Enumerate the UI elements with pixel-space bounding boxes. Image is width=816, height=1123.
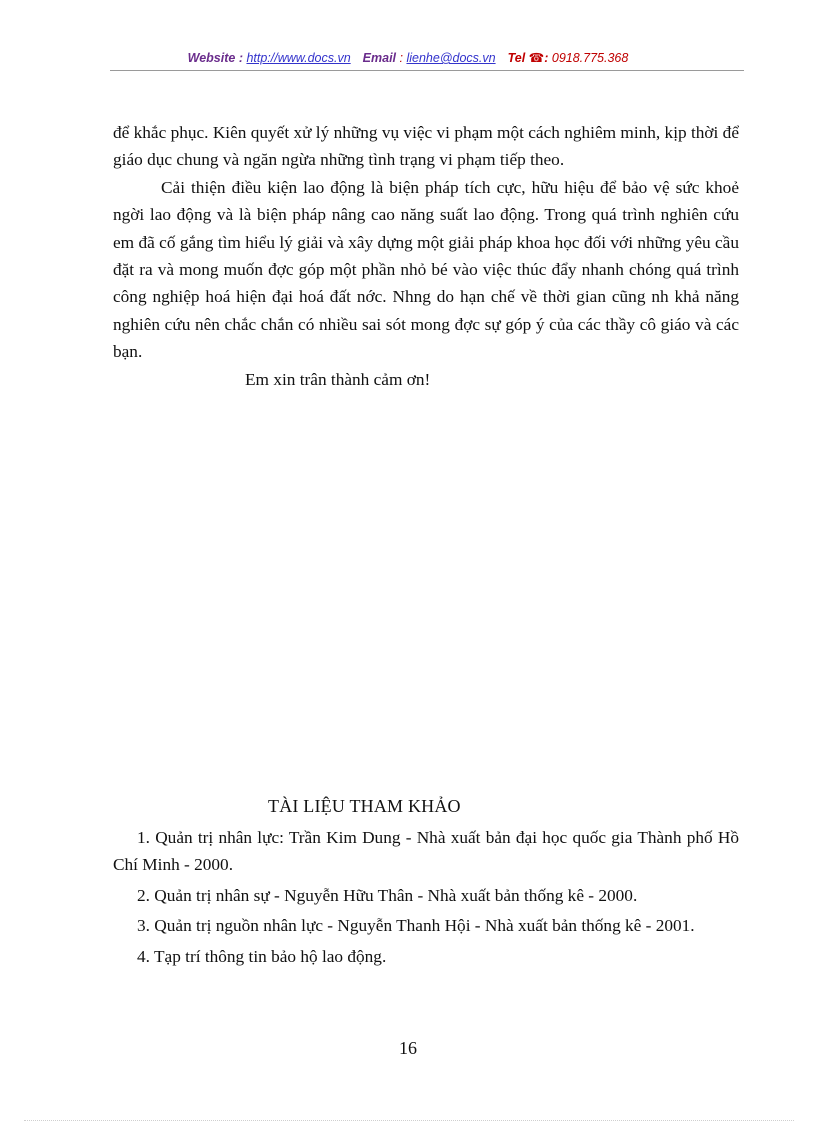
website-link[interactable]: http://www.docs.vn [246, 51, 351, 65]
page-header [0, 50, 816, 65]
website-label: Website : [187, 51, 247, 65]
reference-item: 1. Quản trị nhân lực: Trần Kim Dung - Nhà xuất bản đại học quốc gia Thành phố Hồ Chí Minh - 2000. [113, 828, 739, 875]
email-label: Email [362, 51, 397, 65]
email-separator: : [396, 51, 407, 65]
references-title: TÀI LIỆU THAM KHẢO [268, 796, 461, 816]
references-list [113, 824, 739, 973]
tel-label: Tel ☎: [507, 51, 552, 65]
reference-item: 3. Quản trị nguồn nhân lực - Nguyễn Thanh Hội - Nhà xuất bản thống kê - 2001. [137, 916, 695, 936]
tel-value: 0918.775.368 [551, 51, 629, 65]
email-link[interactable]: lienhe@docs.vn [406, 51, 496, 65]
body-text [113, 119, 739, 393]
page-number: 16 [399, 1038, 417, 1058]
paragraph-2: Cải thiện điều kiện lao động là biện pháp tích cực, hữu hiệu để bảo vệ sức khoẻ ngời lao động và là biện pháp nâng cao năng suất lao động. Trong quá trình nghiên cứu em đã cố gắng tìm hiểu lý giải và xây dựng một giải pháp khoa học đối với những yêu cầu đặt ra và mong muốn đợc góp một phần nhỏ bé vào việc thúc đẩy nhanh chóng quá trình công nghiệp hoá hiện đại hoá đất nớc. Nhng do hạn chế về thời gian cũng nh khả năng nghiên cứu nên chắc chắn có nhiều sai sót mong đợc sự góp ý của các thầy cô giáo và các bạn. [113, 177, 739, 362]
footer-divider [24, 1120, 794, 1121]
reference-item: 2. Quản trị nhân sự - Nguyễn Hữu Thân - Nhà xuất bản thống kê - 2000. [137, 885, 638, 905]
thanks-line: Em xin trân thành cảm ơn! [245, 369, 431, 389]
reference-item: 4. Tạp trí thông tin bảo hộ lao động. [137, 946, 387, 966]
header-divider [110, 70, 744, 71]
paragraph-1: để khắc phục. Kiên quyết xử lý những vụ việc vi phạm một cách nghiêm minh, kịp thời để giáo dục chung và ngăn ngừa những tình trạng vi phạm tiếp theo. [113, 123, 739, 170]
